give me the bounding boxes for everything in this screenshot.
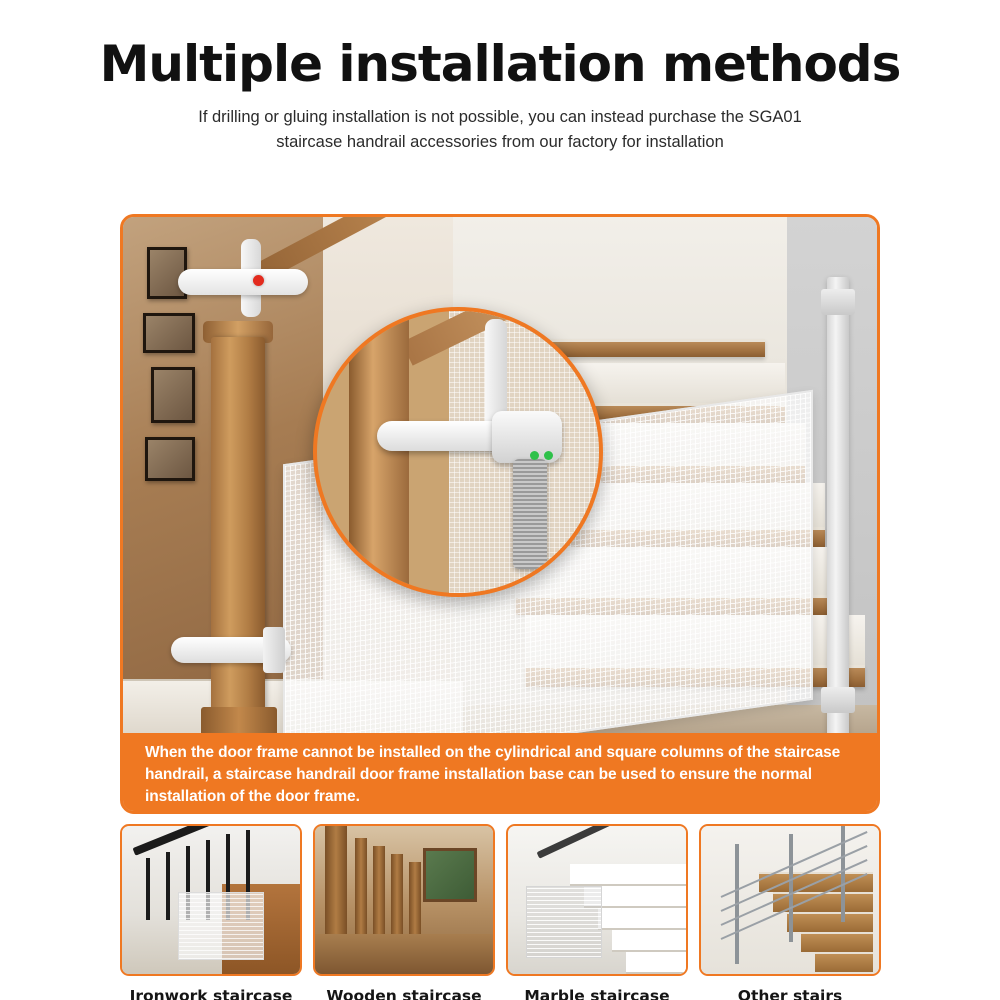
hero-caption: When the door frame cannot be installed on the cylindrical and square columns of the staircase handrail, a staircase handrail door frame installation base can be used to ensure the normal installation of the door frame. [123,733,877,811]
thumbnail-image-other [699,824,881,976]
thumbnail-marble-staircase[interactable] [506,824,688,1000]
product-infographic-page [0,35,1000,1000]
gate-bracket-bottom [821,687,855,713]
thumbnail-other-stairs[interactable] [699,824,881,1000]
subtitle-line-2: staircase handrail accessories from our factory for installation [276,133,724,152]
picture-frame [143,313,195,353]
subtitle-line-1: If drilling or gluing installation is not possible, you can instead purchase the SGA01 [198,107,802,126]
zoom-inset [313,307,603,597]
picture-frame [151,367,195,423]
gate-housing-post [827,277,849,737]
thumbnail-label: Other stairs [737,987,843,1000]
zoom-newel-post [349,307,409,597]
red-indicator-dot [253,275,264,286]
thumbnail-image-ironwork [120,824,302,976]
green-indicator-dot [530,451,539,460]
thumbnail-wooden-staircase[interactable] [313,824,495,1000]
thumbnail-row [120,824,880,1000]
zoom-cylinder-clamp [513,459,547,569]
thumbnail-label: Marble staircase [524,987,670,1000]
staircase-photo [123,217,877,739]
handrail-mount-top [178,269,308,295]
mount-plate-bottom [263,627,285,673]
green-indicator-dot [544,451,553,460]
gate-bracket-top [821,289,855,315]
thumbnail-image-wooden [313,824,495,976]
hero-panel [120,214,880,814]
picture-frame [145,437,195,481]
thumbnail-label: Ironwork staircase [129,987,293,1000]
page-subtitle [120,105,880,156]
newel-post [211,337,265,737]
thumbnail-label: Wooden staircase [326,987,482,1000]
thumbnail-ironwork-staircase[interactable] [120,824,302,1000]
page-title: Multiple installation methods [99,35,901,93]
thumbnail-image-marble [506,824,688,976]
